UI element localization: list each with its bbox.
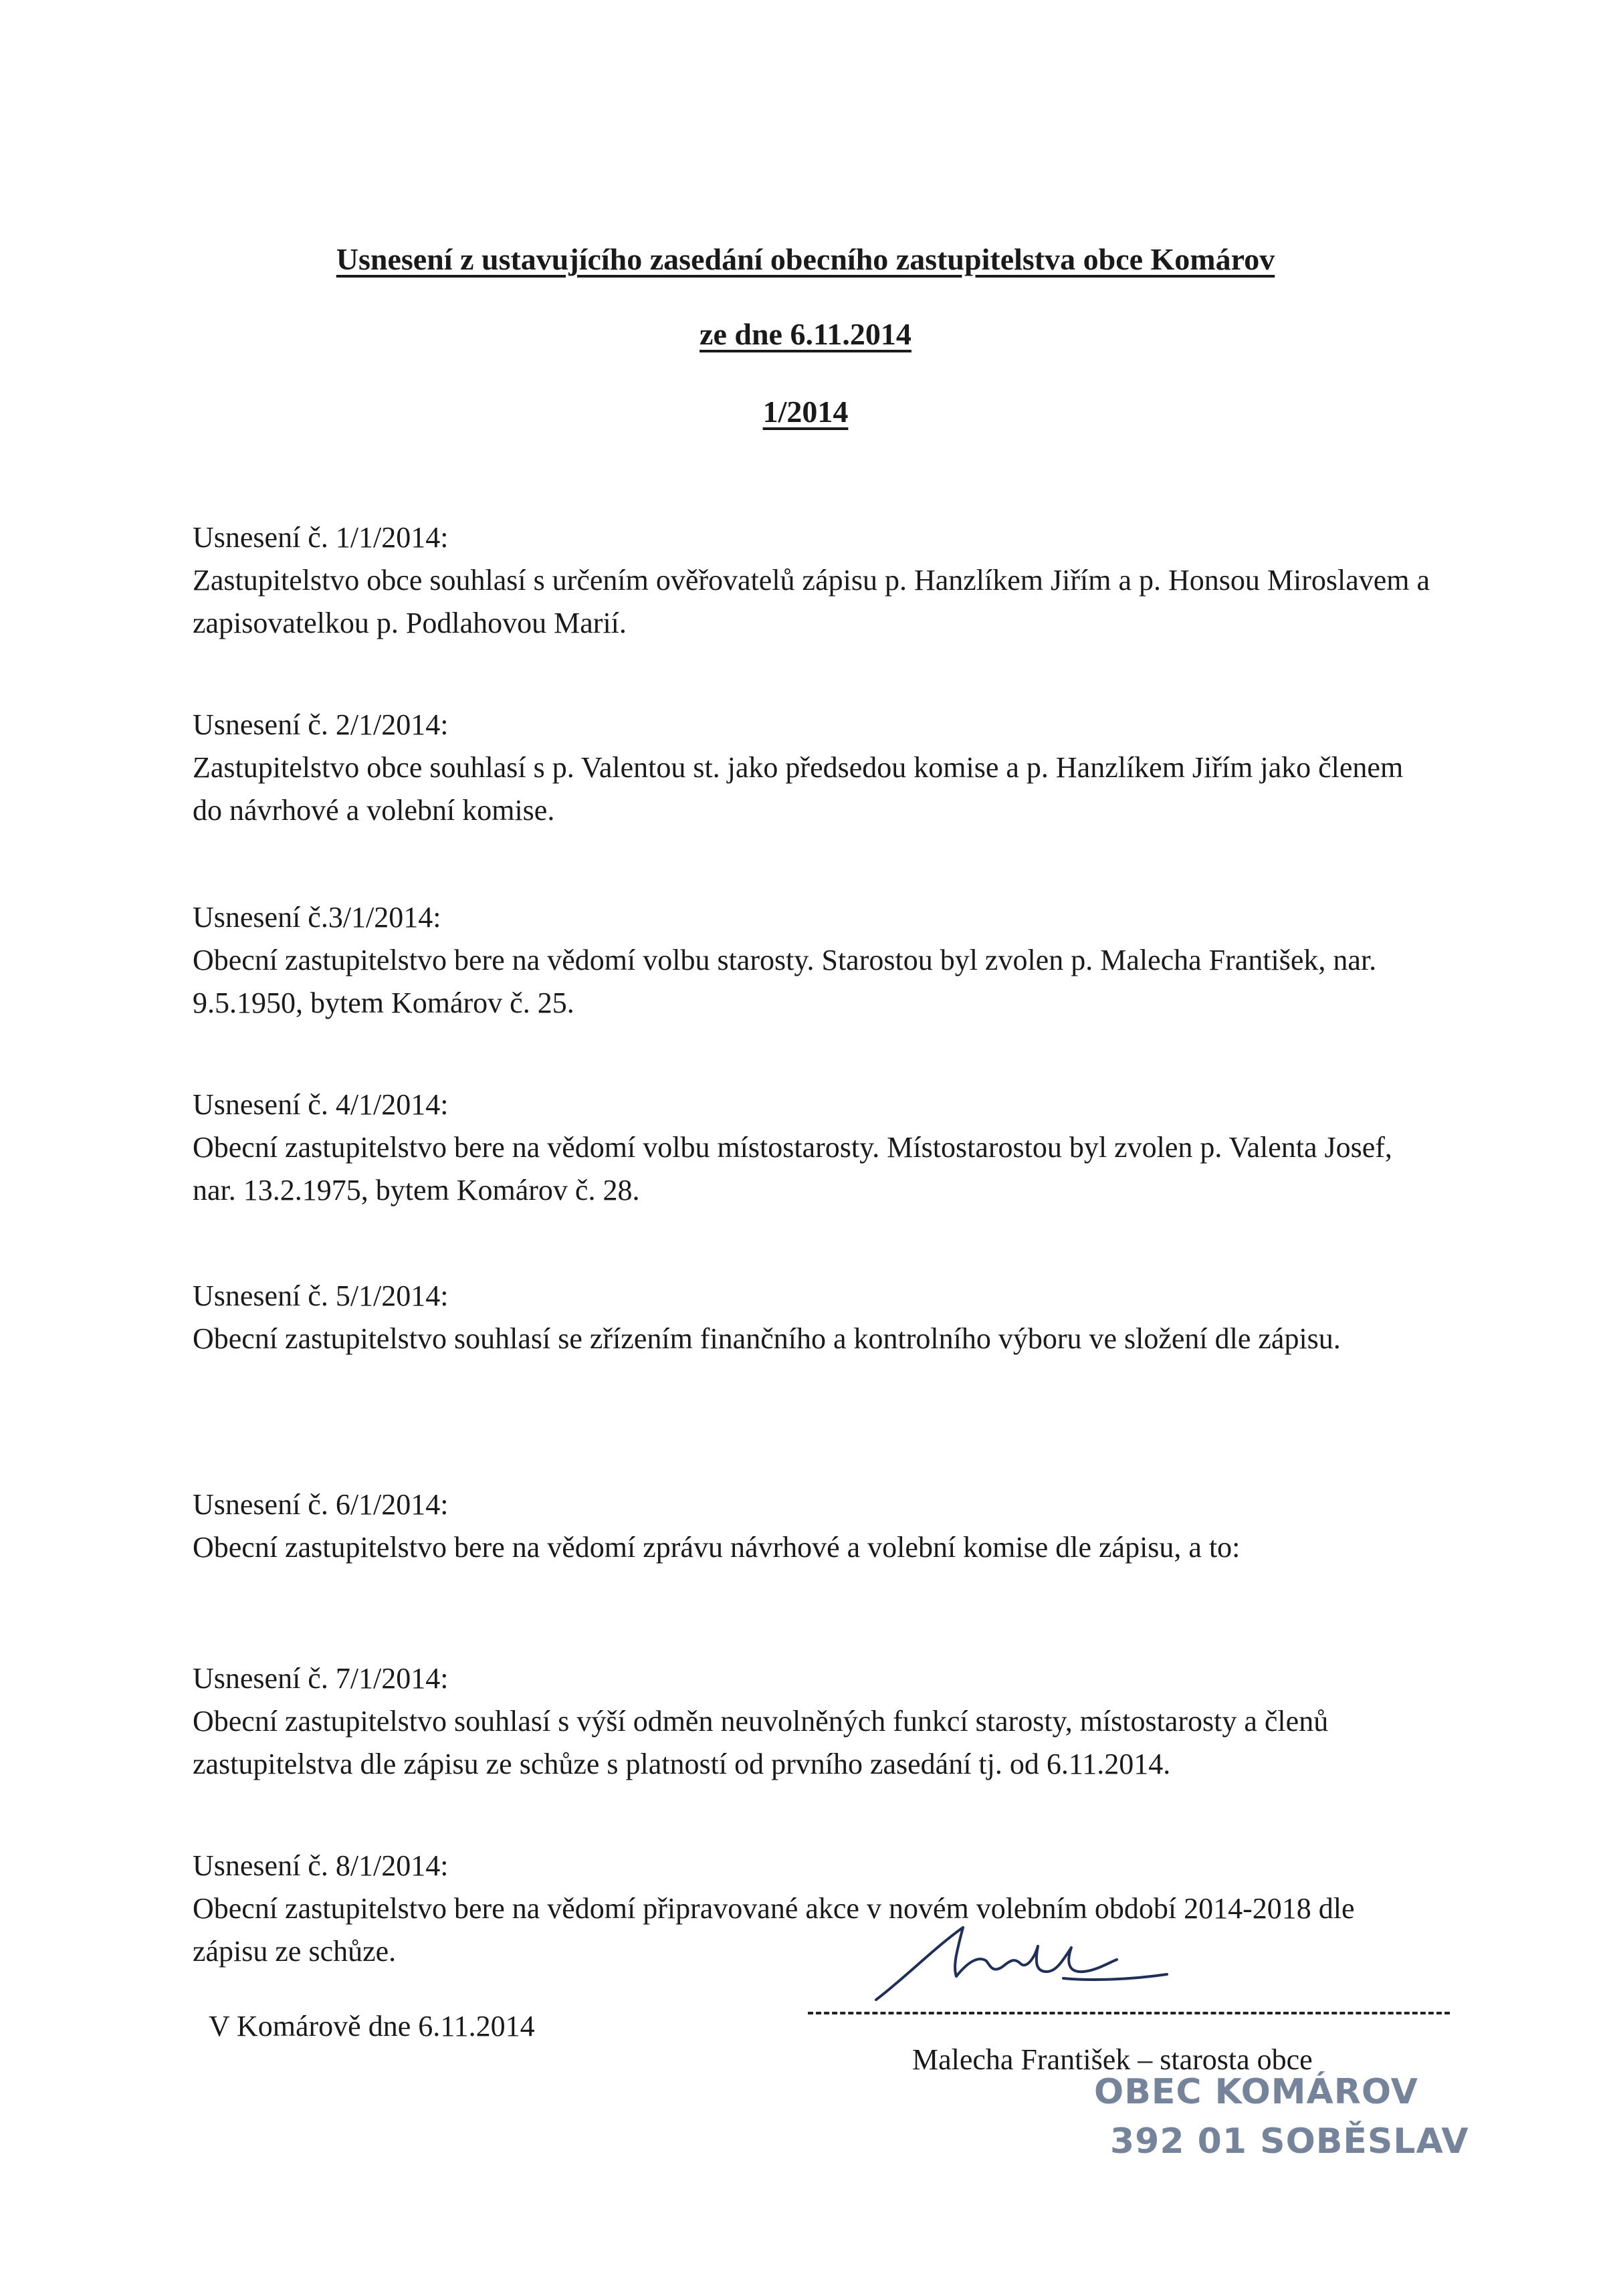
resolution-text: Zastupitelstvo obce souhlasí s p. Valentou st. jako předsedou komise a p. Hanzlíkem Jiřím jako členem do návrhové a volební komise.: [193, 751, 1404, 827]
resolution-item: [193, 1083, 1436, 1212]
resolution-text: Obecní zastupitelstvo bere na vědomí volbu místostarosty. Místostarostou byl zvolen p. Valenta Josef, nar. 13.2.1975, bytem Komárov č. 28.: [193, 1131, 1392, 1207]
resolution-text: Zastupitelstvo obce souhlasí s určením ověřovatelů zápisu p. Hanzlíkem Jiřím a p. Honsou Miroslavem a zapisovatelkou p. Podlahovou Marií.: [193, 564, 1430, 639]
official-stamp-line2: 392 01 SOBĚSLAV: [1110, 2121, 1469, 2162]
resolution-heading: Usnesení č.3/1/2014:: [193, 901, 441, 934]
resolution-text: Obecní zastupitelstvo souhlasí s výší odměn neuvolněných funkcí starosty, místostarosty a členů zastupitelstva dle zápisu ze schůze s platností od prvního zasedání tj. od 6.11.2014.: [193, 1705, 1329, 1780]
resolution-heading: Usnesení č. 6/1/2014:: [193, 1488, 449, 1521]
resolution-heading: Usnesení č. 8/1/2014:: [193, 1849, 449, 1882]
resolution-item: [193, 1657, 1436, 1786]
resolution-heading: Usnesení č. 1/1/2014:: [193, 521, 449, 554]
signer-name: Malecha František – starosta obce: [912, 2043, 1313, 2076]
resolution-item: [193, 1845, 1436, 1973]
resolution-heading: Usnesení č. 7/1/2014:: [193, 1662, 449, 1695]
resolution-text: Obecní zastupitelstvo bere na vědomí zprávu návrhové a volební komise dle zápisu, a to:: [193, 1531, 1241, 1564]
place-and-date: V Komárově dne 6.11.2014: [209, 2010, 535, 2043]
resolution-item: [193, 896, 1436, 1025]
resolution-item: [193, 516, 1436, 645]
resolution-text: Obecní zastupitelstvo bere na vědomí připravované akce v novém volebním období 2014-2018 dle zápisu ze schůze.: [193, 1892, 1355, 1968]
resolution-heading: Usnesení č. 2/1/2014:: [193, 708, 449, 741]
signature-line: [808, 2012, 1450, 2014]
handwritten-signature: [863, 1919, 1177, 2006]
official-stamp-line1: OBEC KOMÁROV: [1094, 2072, 1418, 2112]
document-date: ze dne 6.11.2014: [700, 317, 911, 351]
document-title: Usnesení z ustavujícího zasedání obecního zastupitelstva obce Komárov: [336, 242, 1275, 276]
resolution-text: Obecní zastupitelstvo souhlasí se zřízením finančního a kontrolního výboru ve složení dle zápisu.: [193, 1322, 1341, 1355]
resolution-item: [193, 704, 1436, 832]
document-number: 1/2014: [762, 395, 849, 429]
resolution-text: Obecní zastupitelstvo bere na vědomí volbu starosty. Starostou byl zvolen p. Malecha František, nar. 9.5.1950, bytem Komárov č. 25.: [193, 944, 1377, 1019]
resolution-heading: Usnesení č. 4/1/2014:: [193, 1088, 449, 1121]
resolution-item: [193, 1275, 1436, 1360]
resolution-item: [193, 1483, 1436, 1569]
resolution-heading: Usnesení č. 5/1/2014:: [193, 1279, 449, 1312]
